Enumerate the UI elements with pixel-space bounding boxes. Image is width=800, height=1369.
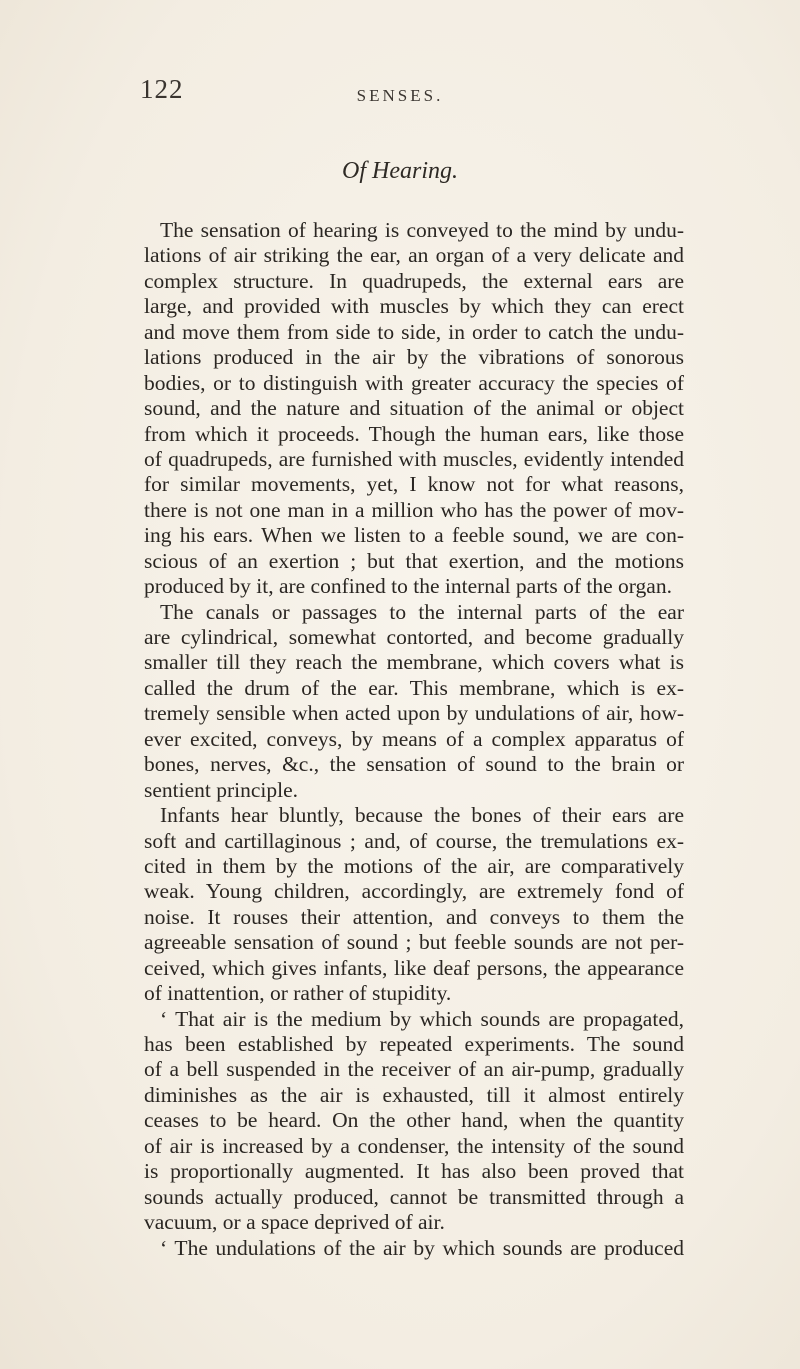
text-line: produced by it, are confined to the internal parts of the organ. [144, 574, 672, 599]
text-line: Infants hear bluntly, because the bones of their ears are [160, 803, 684, 828]
text-line: of quadrupeds, are furnished with muscles, evidently intended [144, 446, 684, 471]
text-line: from which it proceeds. Though the human ears, like those [144, 421, 684, 446]
text-line: The canals or passages to the internal parts of the ear [160, 599, 684, 624]
text-line: ‘ That air is the medium by which sounds are propagated, [160, 1006, 684, 1031]
text-line: are cylindrical, somewhat contorted, and become gradually [144, 625, 684, 649]
text-line: complex structure. In quadrupeds, the external ears are [144, 268, 684, 293]
text-line: sounds actually produced, cannot be transmitted through a [144, 1184, 684, 1209]
text-line: ing his ears. When we listen to a feeble sound, we are con- [144, 523, 684, 548]
text-line: lations produced in the air by the vibrations of sonorous [144, 345, 684, 370]
text-line: ceived, which gives infants, like deaf persons, the appearance [144, 955, 684, 980]
running-head: SENSES. [356, 86, 444, 105]
text-line: ‘ The undulations of the air by which sounds are produced [160, 1235, 684, 1260]
page-number: 122 [140, 74, 184, 104]
text-line: soft and cartillaginous ; and, of course, the tremulations ex- [144, 828, 684, 853]
text-line: of air is increased by a condenser, the intensity of the sound [144, 1133, 684, 1158]
section-title: Of Hearing. [342, 158, 458, 184]
text-line: vacuum, or a space deprived of air. [144, 1210, 445, 1235]
text-line: of inattention, or rather of stupidity. [144, 981, 452, 1006]
text-line: tremely sensible when acted upon by undulations of air, how- [144, 701, 684, 726]
text-line: cited in them by the motions of the air, are comparatively [144, 853, 684, 878]
text-line: there is not one man in a million who has the power of mov- [144, 497, 684, 522]
text-line: has been established by repeated experiments. The sound [144, 1032, 684, 1056]
text-line: The sensation of hearing is conveyed to the mind by undu- [160, 218, 684, 242]
text-line: ceases to be heard. On the other hand, when the quantity [144, 1108, 684, 1133]
text-line: bones, nerves, &c., the sensation of sound to the brain or [144, 752, 684, 777]
text-line: bodies, or to distinguish with greater accuracy the species of [144, 370, 684, 395]
text-line: sentient principle. [144, 777, 299, 802]
text-line: of a bell suspended in the receiver of an air-pump, gradually [144, 1057, 684, 1082]
text-line: smaller till they reach the membrane, which covers what is [144, 650, 684, 675]
body-text [144, 218, 684, 1261]
text-line: large, and provided with muscles by which they can erect [144, 294, 684, 319]
text-line: diminishes as the air is exhausted, till it almost entirely [144, 1082, 684, 1107]
text-line: called the drum of the ear. This membrane, which is ex- [144, 675, 684, 700]
text-line: for similar movements, yet, I know not for what reasons, [144, 472, 684, 497]
text-line: lations of air striking the ear, an organ of a very delicate and [144, 243, 684, 268]
text-line: scious of an exertion ; but that exertion, and the motions [144, 548, 684, 573]
text-line: agreeable sensation of sound ; but feeble sounds are not per- [144, 930, 684, 955]
text-line: and move them from side to side, in order to catch the undu- [144, 319, 684, 344]
text-line: is proportionally augmented. It has also been proved that [144, 1159, 684, 1184]
text-line: ever excited, conveys, by means of a complex apparatus of [144, 726, 684, 751]
text-line: weak. Young children, accordingly, are extremely fond of [144, 879, 684, 904]
text-line: sound, and the nature and situation of the animal or object [144, 396, 684, 421]
text-line: noise. It rouses their attention, and conveys to them the [144, 904, 684, 929]
